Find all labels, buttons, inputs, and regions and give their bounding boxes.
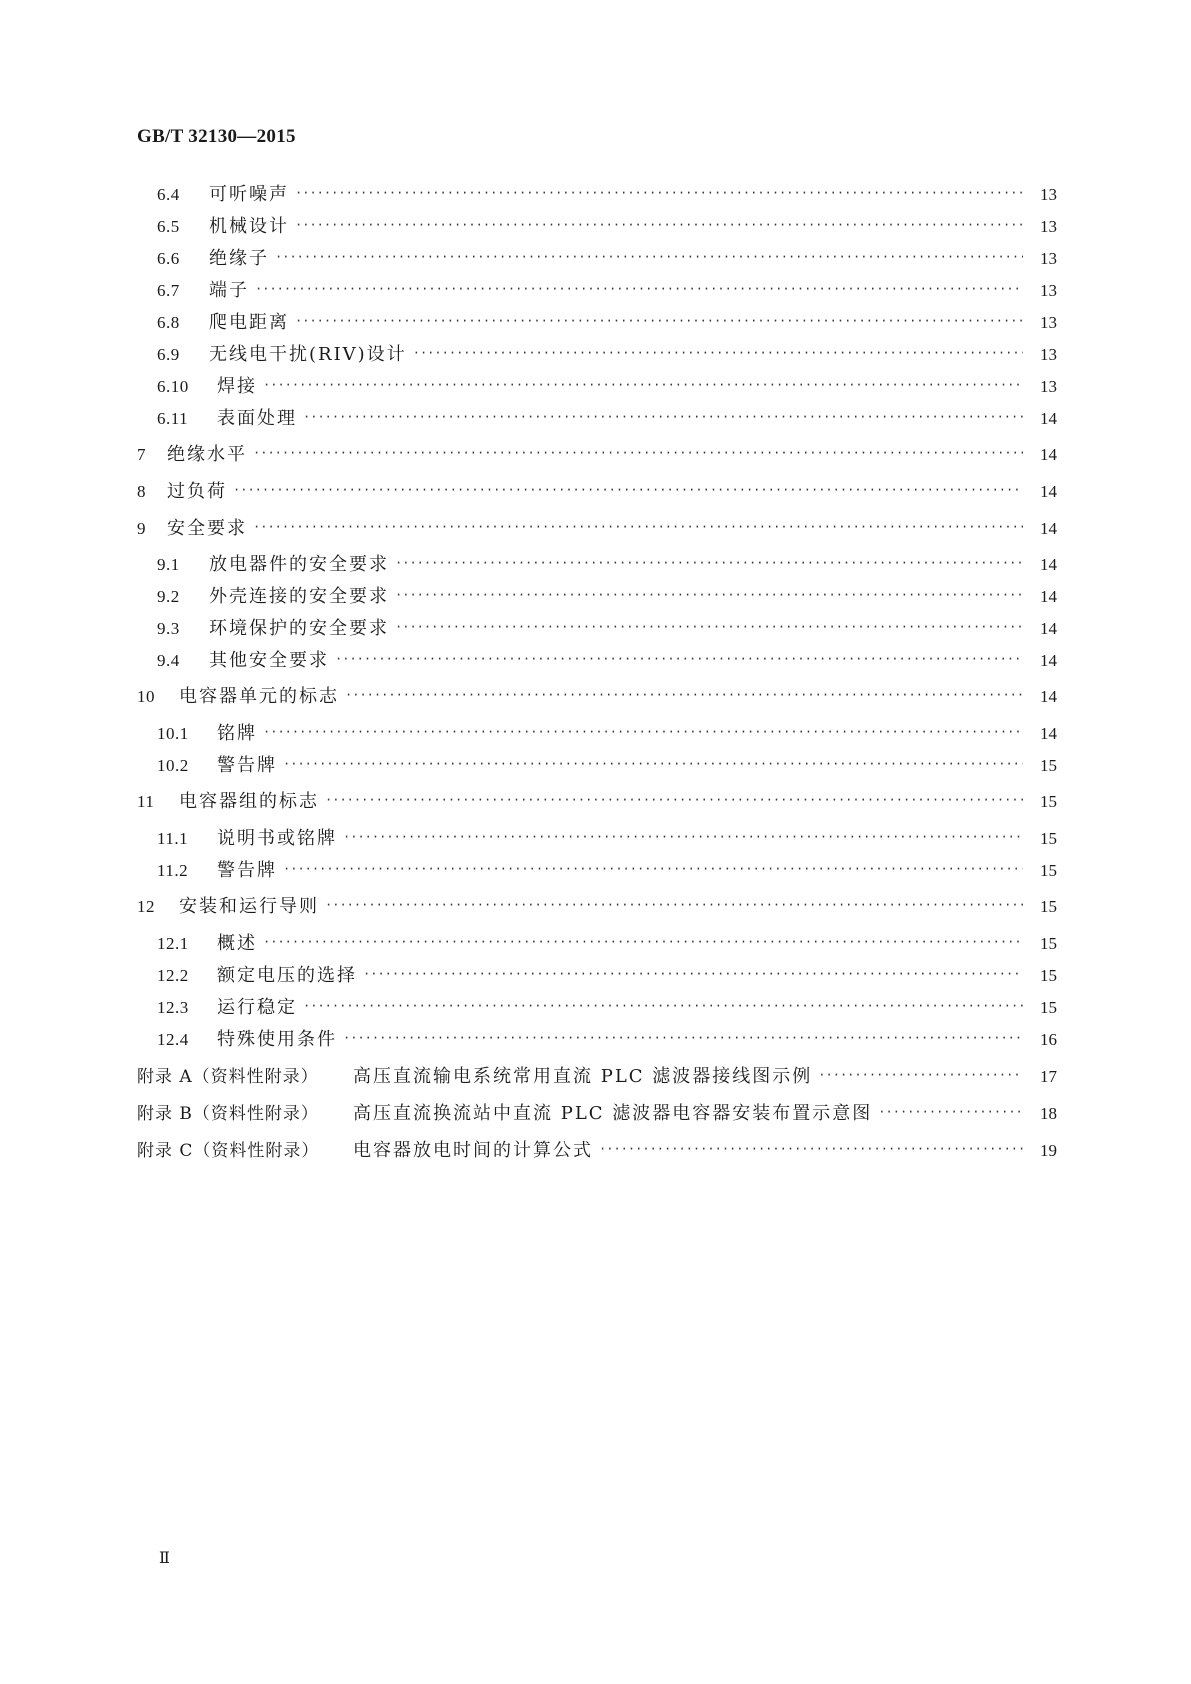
dot-leader	[325, 891, 1023, 919]
toc-entry-number: 6.9	[157, 345, 180, 364]
dot-leader	[335, 645, 1023, 673]
toc-entry[interactable]	[137, 1100, 1057, 1128]
toc-entry[interactable]	[157, 647, 1057, 675]
dot-leader	[295, 211, 1023, 239]
dot-leader	[345, 681, 1023, 709]
toc-entry-page: 14	[1040, 619, 1057, 638]
toc-entry-page: 15	[1040, 861, 1057, 880]
toc-entry[interactable]	[137, 683, 1057, 711]
toc-entry-number: 11.1	[157, 829, 189, 848]
toc-entry[interactable]	[157, 213, 1057, 241]
dot-leader	[343, 1024, 1023, 1052]
toc-entry[interactable]	[157, 277, 1057, 305]
toc-entry-page: 14	[1040, 409, 1057, 428]
toc-entry[interactable]	[157, 615, 1057, 643]
toc-entry-title: 警告牌	[217, 860, 277, 881]
toc-entry-title: 绝缘水平	[167, 444, 247, 465]
toc-entry[interactable]	[137, 441, 1057, 469]
toc-entry-number: 附录 B（资料性附录）	[137, 1104, 319, 1124]
toc-entry-number: 6.10	[157, 377, 189, 396]
toc-entry-page: 14	[1040, 687, 1057, 706]
toc-entry-title: 端子	[209, 280, 249, 301]
dot-leader	[325, 786, 1023, 814]
toc-entry-page: 13	[1040, 249, 1057, 268]
toc-entry-number: 12.2	[157, 966, 189, 985]
toc-entry-number: 6.11	[157, 409, 189, 428]
toc-entry-page: 13	[1040, 313, 1057, 332]
toc-entry-title: 安装和运行导则	[179, 896, 319, 917]
toc-entry[interactable]	[137, 788, 1057, 816]
toc-entry[interactable]	[157, 930, 1057, 958]
dot-leader	[263, 928, 1023, 956]
dot-leader	[263, 371, 1023, 399]
toc-entry-page: 15	[1040, 934, 1057, 953]
toc-entry[interactable]	[157, 752, 1057, 780]
toc-entry-number: 9.1	[157, 555, 180, 574]
toc-entry-title: 额定电压的选择	[217, 965, 357, 986]
toc-entry[interactable]	[157, 551, 1057, 579]
toc-entry-number: 12	[137, 897, 155, 916]
toc-entry-number: 9	[137, 519, 146, 538]
toc-entry[interactable]	[137, 1137, 1057, 1165]
toc-entry-number: 12.4	[157, 1030, 189, 1049]
toc-entry[interactable]	[157, 373, 1057, 401]
toc-entry-page: 14	[1040, 651, 1057, 670]
toc-entry-number: 附录 A（资料性附录）	[137, 1067, 319, 1087]
dot-leader	[255, 275, 1023, 303]
toc-entry[interactable]	[157, 825, 1057, 853]
dot-leader	[263, 718, 1023, 746]
toc-entry-page: 14	[1040, 587, 1057, 606]
toc-entry-page: 17	[1040, 1067, 1057, 1086]
toc-entry-title: 运行稳定	[217, 997, 297, 1018]
toc-entry[interactable]	[157, 181, 1057, 209]
toc-entry-page: 13	[1040, 185, 1057, 204]
toc-entry-page: 15	[1040, 756, 1057, 775]
toc-entry-title: 概述	[217, 933, 257, 954]
toc-entry[interactable]	[137, 893, 1057, 921]
dot-leader	[283, 750, 1023, 778]
toc-entry-title: 安全要求	[167, 518, 247, 539]
toc-entry-page: 14	[1040, 445, 1057, 464]
toc-entry-title: 电容器单元的标志	[179, 686, 339, 707]
toc-entry-title: 爬电距离	[209, 312, 289, 333]
toc-entry-page: 15	[1040, 897, 1057, 916]
toc-entry-title: 高压直流输电系统常用直流 PLC 滤波器接线图示例	[353, 1066, 813, 1087]
toc-entry-number: 6.8	[157, 313, 180, 332]
toc-entry-page: 13	[1040, 217, 1057, 236]
toc-entry-title: 环境保护的安全要求	[209, 618, 389, 639]
toc-entry[interactable]	[157, 857, 1057, 885]
toc-entry-number: 12.3	[157, 998, 189, 1017]
toc-entry-page: 13	[1040, 377, 1057, 396]
toc-entry-number: 附录 C（资料性附录）	[137, 1141, 320, 1161]
toc-entry[interactable]	[157, 994, 1057, 1022]
toc-entry-number: 12.1	[157, 934, 189, 953]
toc-entry-page: 13	[1040, 345, 1057, 364]
toc-entry-title: 过负荷	[167, 481, 227, 502]
toc-entry-title: 绝缘子	[209, 248, 269, 269]
toc-entry-number: 8	[137, 482, 146, 501]
dot-leader	[253, 513, 1023, 541]
toc-entry-page: 14	[1040, 519, 1057, 538]
toc-entry-title: 可听噪声	[209, 184, 289, 205]
dot-leader	[878, 1098, 1023, 1126]
toc-entry-title: 放电器件的安全要求	[209, 554, 389, 575]
dot-leader	[283, 855, 1023, 883]
dot-leader	[295, 307, 1023, 335]
toc-entry-page: 18	[1040, 1104, 1057, 1123]
dot-leader	[599, 1135, 1023, 1163]
toc-entry-page: 13	[1040, 281, 1057, 300]
page-number: Ⅱ	[159, 1550, 170, 1567]
dot-leader	[363, 960, 1023, 988]
toc-entry-title: 机械设计	[209, 216, 289, 237]
toc-entry-page: 19	[1040, 1141, 1057, 1160]
toc-entry-title: 特殊使用条件	[217, 1029, 337, 1050]
toc-entry-page: 14	[1040, 724, 1057, 743]
toc-entry-title: 无线电干扰(RIV)设计	[209, 344, 407, 365]
toc-entry-number: 6.4	[157, 185, 180, 204]
toc-entry[interactable]	[157, 341, 1057, 369]
dot-leader	[303, 403, 1023, 431]
dot-leader	[413, 339, 1023, 367]
dot-leader	[253, 439, 1023, 467]
dot-leader	[395, 613, 1023, 641]
toc-entry[interactable]	[157, 720, 1057, 748]
toc-entry-number: 10.2	[157, 756, 189, 775]
toc-entry[interactable]	[137, 1063, 1057, 1091]
dot-leader	[295, 179, 1023, 207]
toc-entry[interactable]	[137, 478, 1057, 506]
toc-entry-number: 9.4	[157, 651, 180, 670]
toc-entry-title: 高压直流换流站中直流 PLC 滤波器电容器安装布置示意图	[353, 1103, 873, 1124]
toc-entry-title: 外壳连接的安全要求	[209, 586, 389, 607]
toc-entry-title: 电容器组的标志	[179, 791, 319, 812]
toc-entry-page: 16	[1040, 1030, 1057, 1049]
toc-entry-page: 15	[1040, 966, 1057, 985]
dot-leader	[275, 243, 1023, 271]
dot-leader	[395, 581, 1023, 609]
dot-leader	[343, 823, 1023, 851]
toc-entry[interactable]	[157, 309, 1057, 337]
toc-entry-title: 其他安全要求	[209, 650, 329, 671]
toc-entry[interactable]	[137, 515, 1057, 543]
toc-entry-title: 警告牌	[217, 755, 277, 776]
toc-entry-number: 9.3	[157, 619, 180, 638]
toc-entry-page: 15	[1040, 829, 1057, 848]
toc-entry-number: 6.5	[157, 217, 180, 236]
page-header: GB/T 32130—2015	[137, 126, 296, 147]
dot-leader	[233, 476, 1023, 504]
dot-leader	[395, 549, 1023, 577]
toc-entry[interactable]	[157, 583, 1057, 611]
toc-entry-number: 11.2	[157, 861, 189, 880]
toc-entry-number: 10.1	[157, 724, 189, 743]
toc-entry-page: 14	[1040, 482, 1057, 501]
toc-entry[interactable]	[157, 1026, 1057, 1054]
dot-leader	[303, 992, 1023, 1020]
toc-entry[interactable]	[157, 962, 1057, 990]
toc-entry-number: 6.6	[157, 249, 180, 268]
toc-entry-page: 15	[1040, 998, 1057, 1017]
toc-entry-number: 11	[137, 792, 155, 811]
toc-entry-number: 9.2	[157, 587, 180, 606]
toc-entry-title: 说明书或铭牌	[217, 828, 337, 849]
toc-entry[interactable]	[157, 245, 1057, 273]
toc-entry-page: 14	[1040, 555, 1057, 574]
toc-entry-number: 7	[137, 445, 146, 464]
toc-entry-page: 15	[1040, 792, 1057, 811]
toc-entry-title: 铭牌	[217, 723, 257, 744]
toc-entry-number: 6.7	[157, 281, 180, 300]
toc-entry-number: 10	[137, 687, 155, 706]
toc-entry-title: 焊接	[217, 376, 257, 397]
dot-leader	[818, 1061, 1023, 1089]
toc-entry[interactable]	[157, 405, 1057, 433]
toc-entry-title: 表面处理	[217, 408, 297, 429]
toc-entry-title: 电容器放电时间的计算公式	[353, 1140, 593, 1161]
